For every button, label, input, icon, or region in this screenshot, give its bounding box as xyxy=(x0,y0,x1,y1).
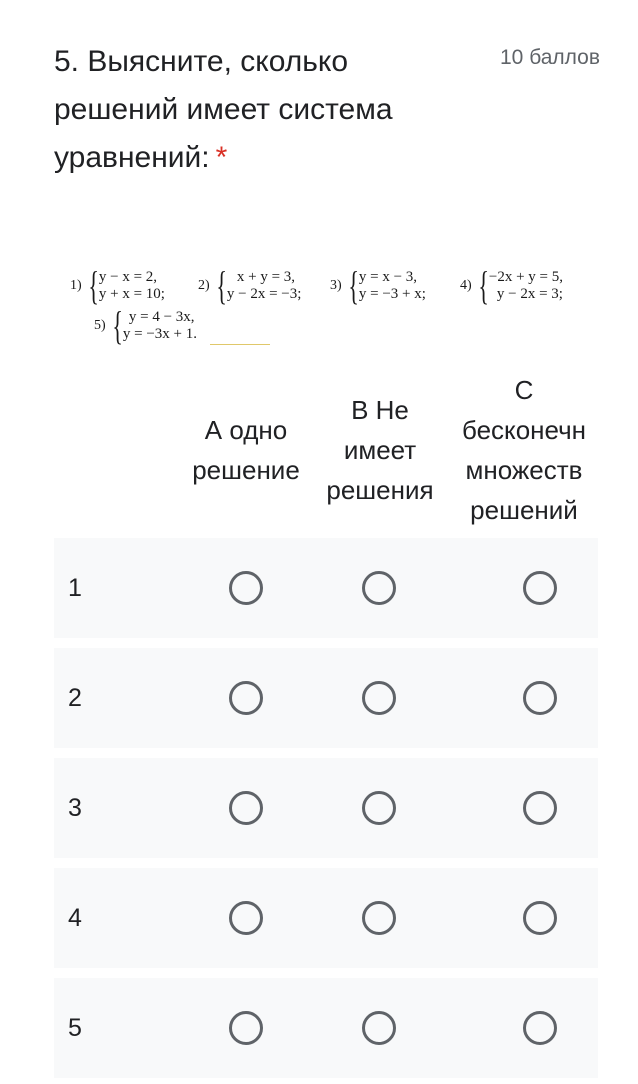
equation-line: y = −3 + x; xyxy=(358,286,426,302)
equation-line: −2x + y = 5, xyxy=(488,269,564,285)
equation-line: y = x − 3, xyxy=(358,269,418,285)
row-label: 2 xyxy=(68,684,82,712)
grid-row-2 xyxy=(54,648,598,748)
grid-row-5 xyxy=(54,978,598,1078)
grid-row-3 xyxy=(54,758,598,858)
radio-row5-col-b[interactable] xyxy=(362,1011,396,1045)
radio-row4-col-b[interactable] xyxy=(362,901,396,935)
brace-icon: { xyxy=(215,263,227,308)
equation-system-4 xyxy=(460,263,564,308)
equation-line: y = −3x + 1. xyxy=(122,326,198,342)
radio-row5-col-a[interactable] xyxy=(229,1011,263,1045)
radio-row4-col-c[interactable] xyxy=(523,901,557,935)
row-label: 3 xyxy=(68,794,82,822)
system-number: 5) xyxy=(94,318,106,333)
equation-line: y − 2x = −3; xyxy=(226,286,302,302)
equation-system-2 xyxy=(198,263,302,308)
radio-row1-col-c[interactable] xyxy=(523,571,557,605)
equations-image xyxy=(70,263,590,352)
row-label: 4 xyxy=(68,904,82,932)
system-number: 2) xyxy=(198,278,210,293)
radio-row1-col-a[interactable] xyxy=(229,571,263,605)
equation-line: x + y = 3, xyxy=(236,269,296,285)
radio-row3-col-a[interactable] xyxy=(229,791,263,825)
column-header-c: С бесконечн множеств решений xyxy=(461,375,587,525)
system-number: 1) xyxy=(70,278,82,293)
question-text: 5. Выясните, сколько решений имеет система уравнений: xyxy=(54,45,393,174)
radio-row2-col-a[interactable] xyxy=(229,681,263,715)
required-asterisk: * xyxy=(215,141,228,174)
grid-row-4 xyxy=(54,868,598,968)
column-header-a: А одно решение xyxy=(192,415,300,485)
radio-row2-col-b[interactable] xyxy=(362,681,396,715)
system-number: 3) xyxy=(330,278,342,293)
radio-row3-col-b[interactable] xyxy=(362,791,396,825)
system-number: 4) xyxy=(460,278,472,293)
brace-icon: { xyxy=(111,303,123,348)
radio-row5-col-c[interactable] xyxy=(523,1011,557,1045)
question-title xyxy=(54,38,454,182)
equation-line: y − x = 2, xyxy=(98,269,158,285)
radio-row3-col-c[interactable] xyxy=(523,791,557,825)
radio-row4-col-a[interactable] xyxy=(229,901,263,935)
equation-system-1 xyxy=(70,263,165,308)
brace-icon: { xyxy=(347,263,359,308)
equation-line: y + x = 10; xyxy=(98,286,165,302)
grid-row-1 xyxy=(54,538,598,638)
divider xyxy=(210,344,270,345)
radio-row2-col-c[interactable] xyxy=(523,681,557,715)
equation-line: y = 4 − 3x, xyxy=(128,309,195,325)
brace-icon: { xyxy=(87,263,99,308)
equation-line: y − 2x = 3; xyxy=(496,286,563,302)
row-label: 5 xyxy=(68,1014,82,1042)
equation-system-5 xyxy=(94,303,198,348)
brace-icon: { xyxy=(477,263,489,308)
points-label: 10 баллов xyxy=(500,46,600,69)
row-label: 1 xyxy=(68,574,82,602)
equation-system-3 xyxy=(330,263,426,308)
header-overflow-fade xyxy=(590,360,638,530)
radio-row1-col-b[interactable] xyxy=(362,571,396,605)
column-header-b: В Не имеет решения xyxy=(326,395,434,505)
